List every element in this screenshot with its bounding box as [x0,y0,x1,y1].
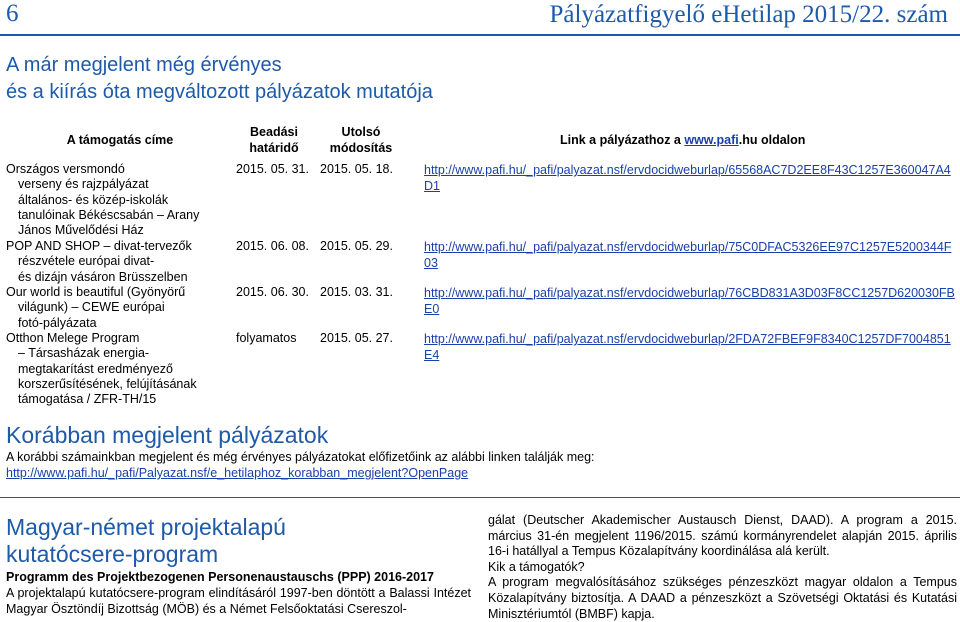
page-number: 6 [6,0,19,27]
article-right-column [488,513,957,622]
deadline-cell: 2015. 06. 08. [236,239,309,253]
title-line: Otthon Melege Program [6,331,140,345]
article-title-line2: kutatócsere-program [6,541,219,567]
section-title [6,52,433,106]
column-header-link-suffix: .hu oldalon [738,133,806,147]
deadline-cell: folyamatos [236,331,297,345]
deadline-cell: 2015. 05. 31. [236,162,309,176]
title-line: fotó-pályázata [18,315,97,330]
section-title-line1: A már megjelent még érvényes [6,54,282,76]
table-row-title [6,162,226,238]
column-header-modified [318,124,404,156]
modified-cell: 2015. 05. 29. [320,239,393,253]
earlier-description: A korábbi számainkban megjelent és még érvényes pályázatokat előfizetőink az alábbi linken találják meg: [6,450,595,464]
column-header-link-prefix: Link a pályázathoz a [560,133,685,147]
article-left-column [6,569,471,617]
pafi-link[interactable]: www.pafi [684,133,739,147]
table-row-title [6,331,226,407]
title-line: – Társasházak energia- [18,346,150,361]
deadline-cell: 2015. 06. 30. [236,285,309,299]
modified-cell: 2015. 05. 18. [320,162,393,176]
tender-link[interactable]: http://www.pafi.hu/_pafi/palyazat.nsf/ervdocidweburlap/75C0DFAC5326EE97C1257E5200344F03 [424,240,952,270]
title-line: és dizájn vásáron Brüsszelben [18,269,188,284]
column-header-modified-line2: módosítás [329,141,393,155]
earlier-link[interactable]: http://www.pafi.hu/_pafi/Palyazat.nsf/e_hetilaphoz_korabban_megjelent?OpenPage [6,466,469,480]
tender-link[interactable]: http://www.pafi.hu/_pafi/palyazat.nsf/ervdocidweburlap/2FDA72FBEF9F8340C1257DF7004851E4 [424,332,951,362]
column-header-deadline-line1: Beadási [250,125,298,139]
column-header-deadline-line2: határidő [249,141,299,155]
header-divider [0,34,960,36]
section-divider [0,497,960,498]
tender-link[interactable]: http://www.pafi.hu/_pafi/palyazat.nsf/ervdocidweburlap/65568AC7D2EE8F43C1257E360047A4D1 [424,163,951,193]
article-title [6,514,286,568]
publication-title: Pályázatfigyelő eHetilap 2015/22. szám [549,1,948,28]
section-title-earlier: Korábban megjelent pályázatok [6,422,329,448]
column-header-link [560,132,805,148]
title-line: tanulóinak Békéscsabán – Arany [18,207,200,222]
title-line: János Művelődési Ház [18,223,144,238]
column-header-title: A támogatás címe [66,133,174,147]
title-line: POP AND SHOP – divat-tervezők [6,239,192,253]
article-paragraph: A program megvalósításához szükséges pénzeszközt magyar oldalon a Tempus Közalapítvány biztosítja. A DAAD a pénzeszközt a Szövetségi Oktatási és Kutatási Minisztériumtól (BMBF) kapja. [488,575,957,621]
title-line: részvétele európai divat- [18,254,155,269]
table-row-title [6,239,226,285]
article-intro: A projektalapú kutatócsere-program elindításáról 1997-ben döntött a Balassi Intézet Magyar Ösztöndíj Bizottság (MÖB) és a Német Felsőoktatási Csereszol- [6,586,471,616]
tender-link[interactable]: http://www.pafi.hu/_pafi/palyazat.nsf/ervdocidweburlap/76CBD831A3D03F8CC1257D620030FBE0 [424,286,955,316]
title-line: korszerűsítésének, felújításának [18,376,197,391]
column-header-deadline [236,124,312,156]
article-question: Kik a támogatók? [488,559,585,574]
title-line: általános- és közép-iskolák [18,192,169,207]
title-line: Országos versmondó [6,162,125,176]
title-line: világunk) – CEWE európai [18,300,165,315]
title-line: megtakarítást eredményező [18,361,173,376]
table-row-title [6,285,226,331]
article-title-line1: Magyar-német projektalapú [6,514,286,540]
title-line: verseny és rajzpályázat [18,177,149,192]
title-line: támogatása / ZFR-TH/15 [18,392,157,407]
modified-cell: 2015. 05. 27. [320,331,393,345]
article-subtitle: Programm des Projektbezogenen Personenaustauschs (PPP) 2016-2017 [6,570,434,584]
column-header-modified-line1: Utolsó [341,125,381,139]
article-paragraph: gálat (Deutscher Akademischer Austausch Dienst, DAAD). A program a 2015. március 31-én megjelent 1196/2015. számú kormányrendelet alapján 2015. április 16-i hatállyal a Tempus Közalapítvány koordinálása alá került. [488,513,957,559]
modified-cell: 2015. 03. 31. [320,285,393,299]
title-line: Our world is beautiful (Gyönyörű [6,285,186,299]
section-title-line2: és a kiírás óta megváltozott pályázatok mutatója [6,81,433,103]
